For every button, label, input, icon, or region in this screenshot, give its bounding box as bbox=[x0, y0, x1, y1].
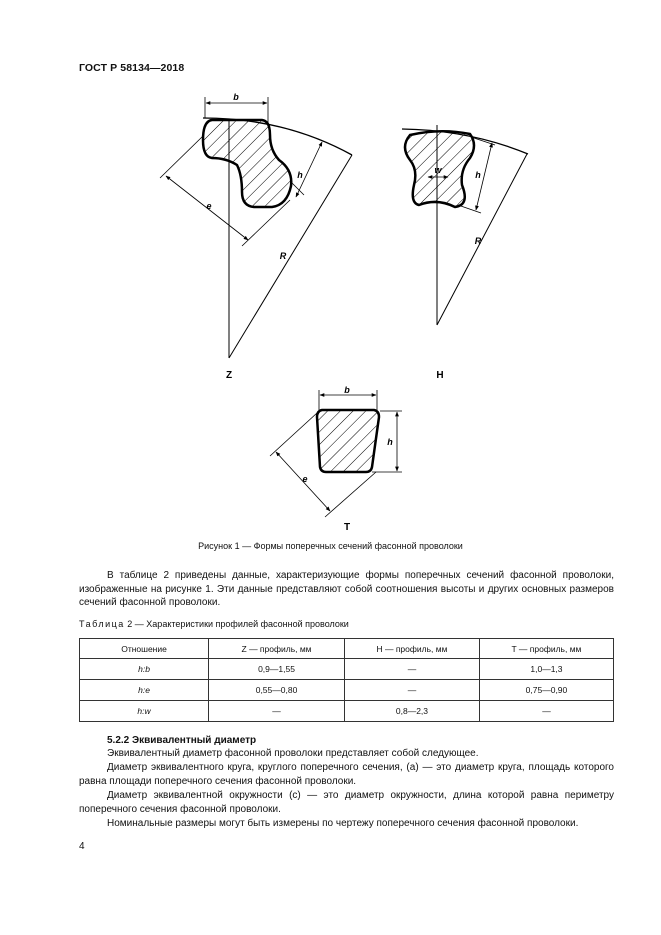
z-r-label: R bbox=[279, 251, 287, 261]
table-cell: 0,8—2,3 bbox=[344, 701, 479, 722]
header-t-profile: T — профиль, мм bbox=[479, 639, 613, 659]
table-cell: — bbox=[344, 659, 479, 680]
document-code-header: ГОСТ Р 58134—2018 bbox=[79, 62, 185, 74]
z-b-label: b bbox=[233, 92, 239, 102]
h-h-label: h bbox=[475, 170, 481, 180]
profile-characteristics-table bbox=[79, 638, 614, 722]
table-cell: h:b bbox=[80, 659, 209, 680]
table-cell: 0,55—0,80 bbox=[209, 680, 345, 701]
h-r-label: R bbox=[474, 236, 482, 246]
table-cell: — bbox=[209, 701, 345, 722]
header-h-profile: H — профиль, мм bbox=[344, 639, 479, 659]
table-cell: 0,75—0,90 bbox=[479, 680, 613, 701]
t-profile-shape bbox=[317, 410, 379, 472]
header-ratio: Отношение bbox=[80, 639, 209, 659]
h-profile-drawing bbox=[402, 125, 528, 381]
intro-paragraph: В таблице 2 приведены данные, характеризующие формы поперечных сечений фасонной проволоки, изображенные на рисунке 1. Эти данные представляют собой соотношения высоты и других основных размеров сечений фасонной проволоки. bbox=[79, 570, 614, 609]
table-cell: 0,9—1,55 bbox=[209, 659, 345, 680]
h-profile-label: H bbox=[436, 370, 444, 381]
z-h-label: h bbox=[297, 170, 303, 180]
table-cell: h:e bbox=[80, 680, 209, 701]
z-profile-shape bbox=[203, 120, 291, 207]
table-row bbox=[80, 701, 614, 722]
page-number: 4 bbox=[79, 841, 85, 852]
header-z-profile: Z — профиль, мм bbox=[209, 639, 345, 659]
section-paragraph-4: Номинальные размеры могут быть измерены по чертежу поперечного сечения фасонной проволоки. bbox=[107, 818, 579, 829]
t-profile-label: T bbox=[343, 522, 351, 533]
table-row bbox=[80, 680, 614, 701]
table-row bbox=[80, 659, 614, 680]
table-title bbox=[79, 619, 349, 629]
figure-caption: Рисунок 1 — Формы поперечных сечений фасонной проволоки bbox=[198, 541, 463, 551]
section-paragraph-3: Диаметр эквивалентной окружности (c) — это диаметр окружности, длина которой равна периметру поперечного сечения фасонной проволоки. bbox=[79, 790, 614, 815]
t-b-label: b bbox=[344, 385, 350, 395]
table-cell: h:w bbox=[80, 701, 209, 722]
z-profile-drawing bbox=[160, 92, 352, 381]
z-profile-label: Z bbox=[225, 370, 233, 381]
section-heading: 5.2.2 Эквивалентный диаметр bbox=[107, 735, 257, 746]
t-e-label: e bbox=[302, 474, 308, 484]
table-cell: 1,0—1,3 bbox=[479, 659, 613, 680]
section-paragraph-1: Эквивалентный диаметр фасонной проволоки представляет собой следующее. bbox=[107, 748, 479, 759]
table-header-row bbox=[80, 639, 614, 659]
table-cell: — bbox=[344, 680, 479, 701]
table-title-text: 2 — Характеристики профилей фасонной проволоки bbox=[124, 619, 349, 629]
z-e-label: e bbox=[206, 201, 212, 211]
table-title-prefix: Таблица bbox=[79, 619, 125, 629]
h-w-label: w bbox=[434, 165, 442, 175]
t-profile-drawing bbox=[270, 385, 402, 533]
table-cell: — bbox=[479, 701, 613, 722]
t-h-label: h bbox=[387, 437, 393, 447]
section-paragraph-2: Диаметр эквивалентного круга, круглого поперечного сечения, (a) — это диаметр круга, площадь которого равна площади поперечного сечения фасонной проволоки. bbox=[79, 762, 614, 787]
